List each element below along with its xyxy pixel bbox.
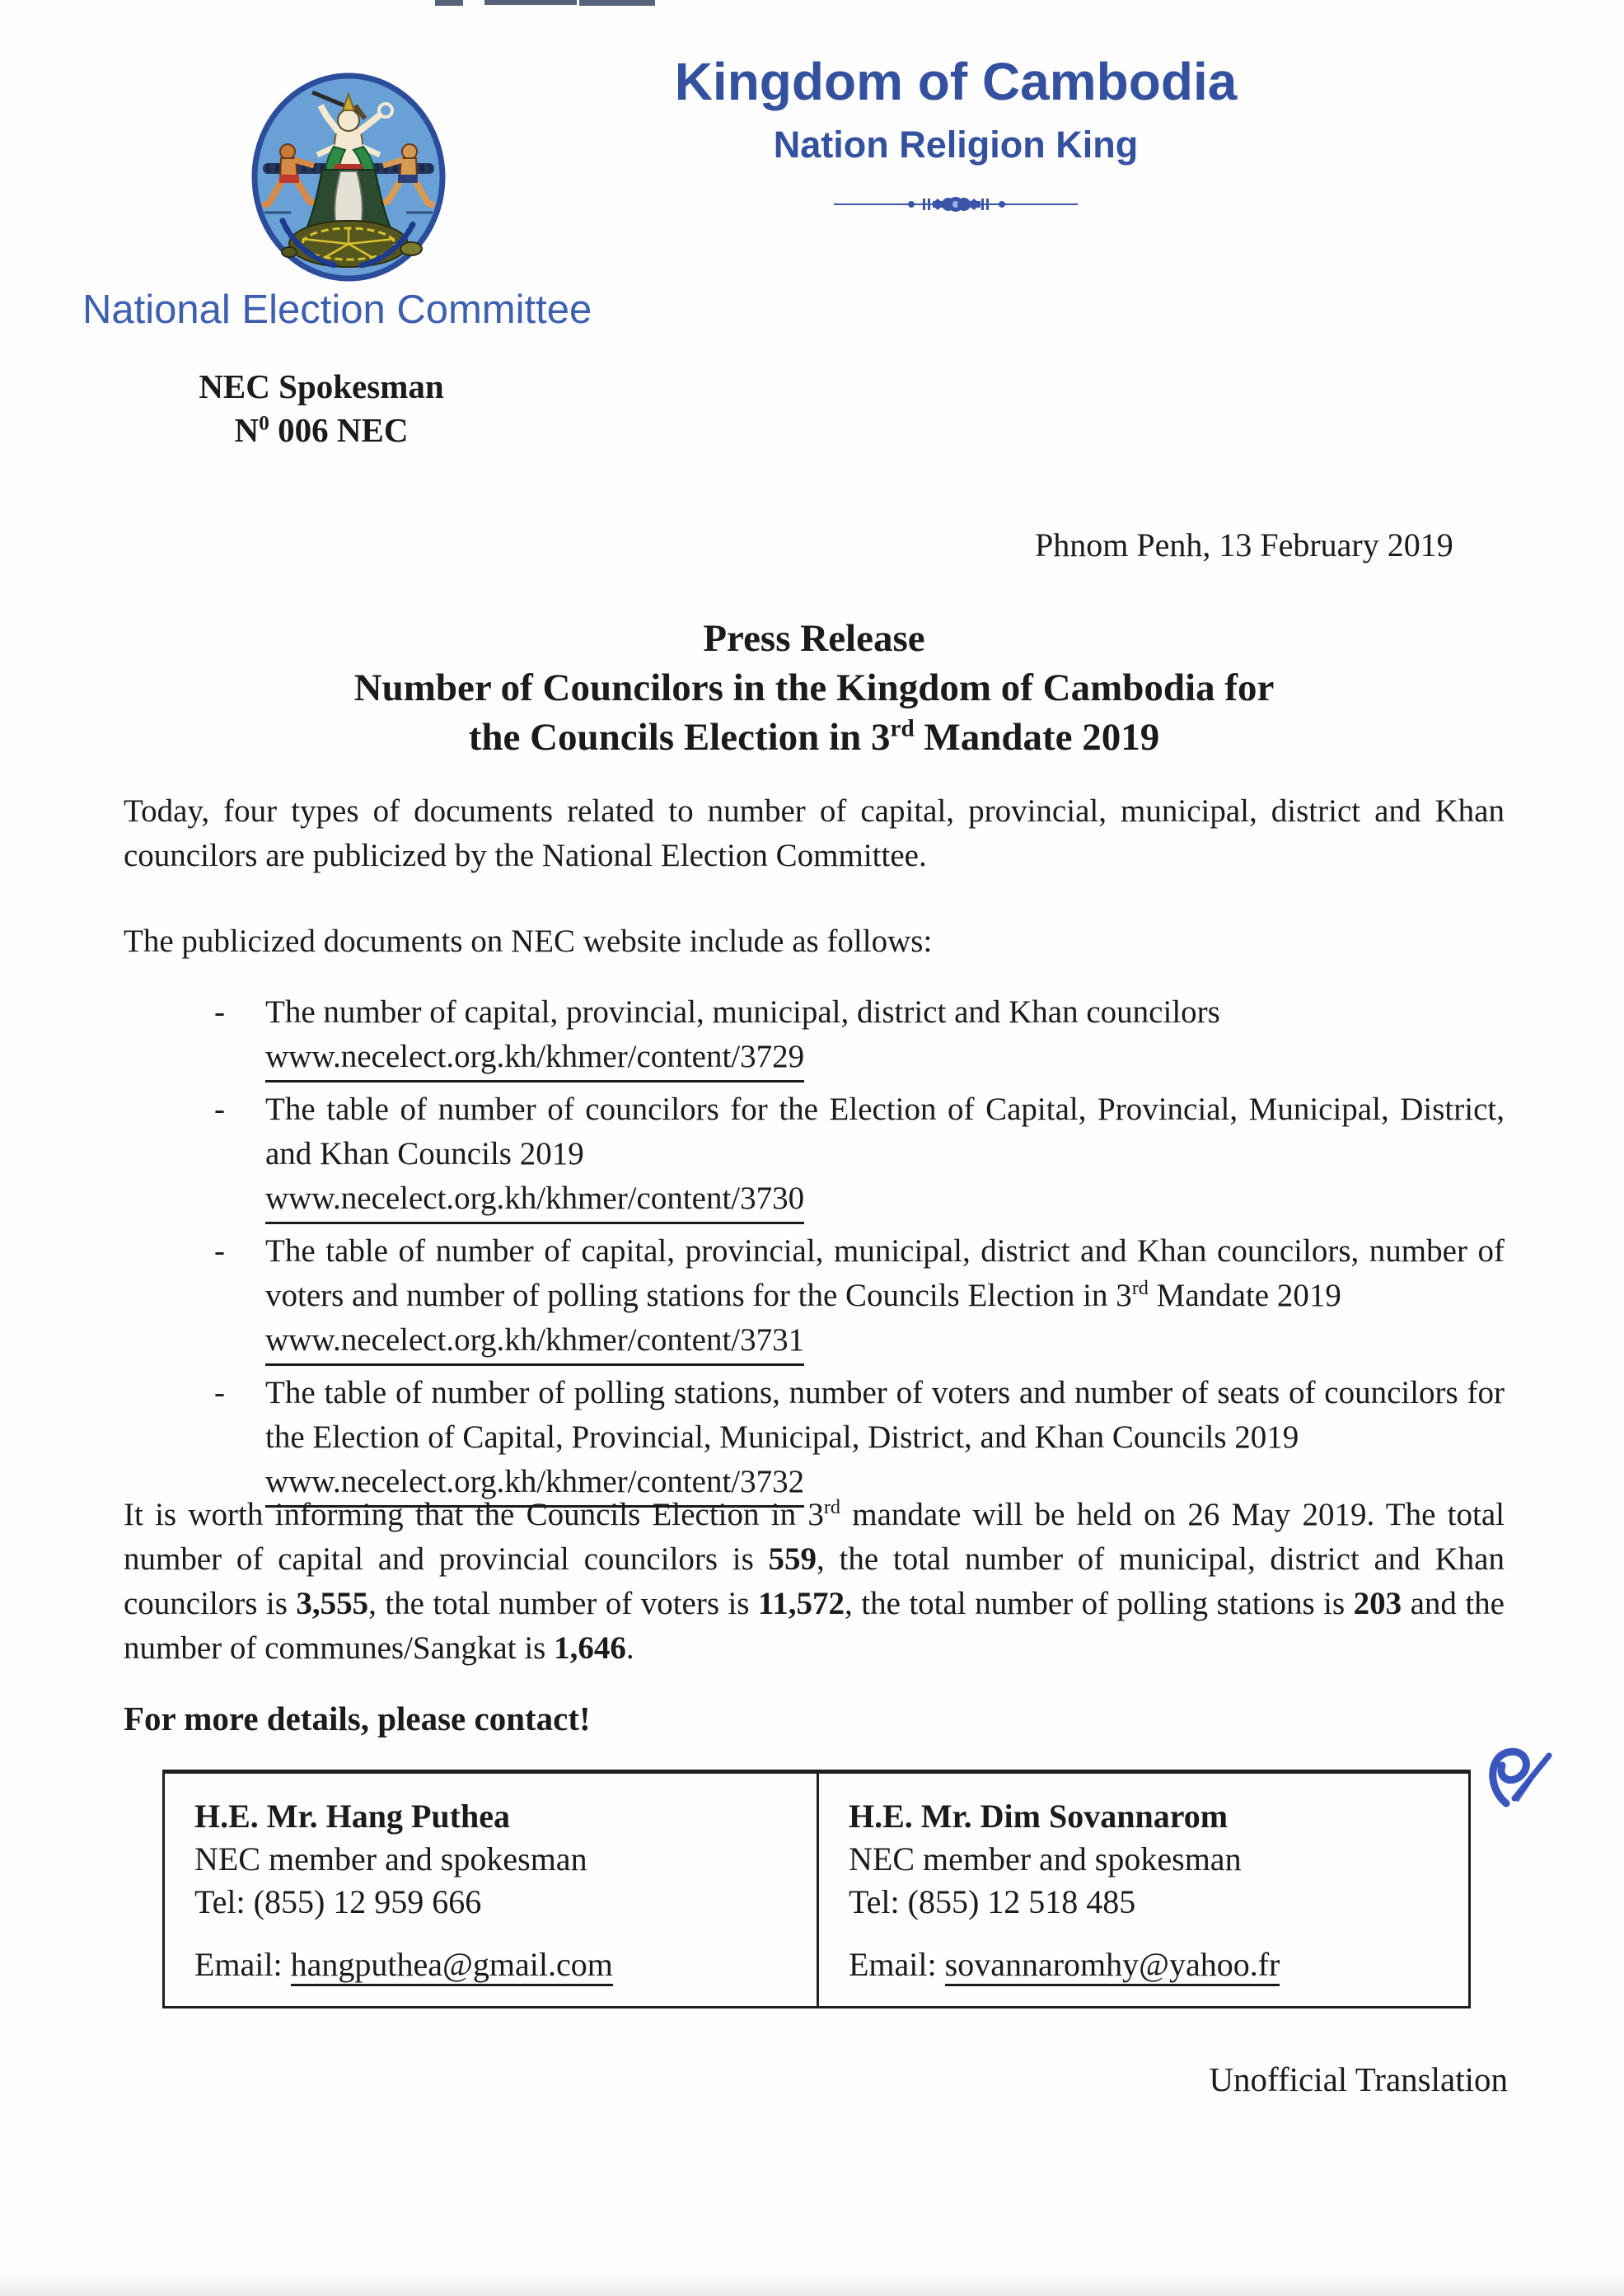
contact-cell-right — [817, 1774, 1468, 2006]
nec-emblem-icon — [250, 71, 447, 283]
list-dash: - — [214, 1092, 225, 1127]
spokesman-line1: NEC Spokesman — [199, 367, 444, 405]
list-item — [214, 1087, 1505, 1224]
document-link[interactable]: www.necelect.org.kh/khmer/content/3731 — [265, 1318, 804, 1366]
document-list — [214, 990, 1505, 1513]
summary-paragraph: It is worth informing that the Councils Election in 3rd mandate will be held on 26 May 2019. The total number of capital and provincial councilors is 559, the total number of municipal, district and Khan councilors is 3,555, the total number of voters is 11,572, the total number of polling stations is 203 and the number of communes/Sangkat is 1,646. — [124, 1496, 1505, 1666]
document-title — [124, 614, 1505, 762]
blue-pen-initial-icon — [1481, 1734, 1561, 1820]
list-item — [214, 990, 1505, 1083]
committee-name: National Election Committee — [82, 288, 592, 332]
intro-paragraph: Today, four types of documents related to number of capital, provincial, municipal, district and Khan councilors are publicized by the National Election Committee. — [124, 793, 1505, 873]
scan-artifact — [579, 0, 655, 6]
contact-name: H.E. Mr. Dim Sovannarom — [849, 1798, 1229, 1835]
motto: Nation Religion King — [773, 124, 1139, 166]
list-dash: - — [214, 1233, 225, 1269]
spokesman-number: $N^0$ 006 NEC — [234, 411, 409, 449]
title-line2: Number of Councilors in the Kingdom of Cambodia for — [353, 666, 1275, 709]
list-item-text: The table of number of capital, provincial, municipal, district and Khan councilors, number of voters and number of polling stations for the Councils Election in 3rd Mandate 2019 — [265, 1233, 1505, 1313]
list-dash: - — [214, 1375, 225, 1410]
document-link[interactable]: www.necelect.org.kh/khmer/content/3729 — [265, 1035, 804, 1083]
contact-role: NEC member and spokesman — [849, 1840, 1242, 1877]
spokesman-block — [185, 365, 457, 452]
document-link[interactable]: www.necelect.org.kh/khmer/content/3732 — [265, 1460, 804, 1508]
ornamental-rule-icon — [589, 194, 1322, 218]
header-block — [589, 51, 1322, 218]
scan-edge-shade — [0, 2271, 1624, 2296]
list-item-text: The table of number of councilors for the Election of Capital, Provincial, Municipal, District, and Khan Councils 2019 — [265, 1092, 1505, 1171]
contact-cell-left — [165, 1774, 817, 2006]
contact-table — [162, 1770, 1471, 2008]
date-line: Phnom Penh, 13 February 2019 — [1035, 526, 1453, 563]
email-label: Email: — [849, 1946, 945, 1983]
footer-note: Unofficial Translation — [1209, 2060, 1508, 2098]
contact-tel: Tel: (855) 12 518 485 — [849, 1883, 1136, 1920]
title-line1: Press Release — [703, 617, 925, 660]
scan-artifact — [435, 0, 463, 6]
title-line3: the Councils Election in 3rd Mandate 2019 — [468, 715, 1160, 759]
document-link[interactable]: www.necelect.org.kh/khmer/content/3730 — [265, 1176, 804, 1224]
email-link[interactable]: hangputhea@gmail.com — [291, 1946, 613, 1986]
email-label: Email: — [194, 1946, 291, 1983]
contact-heading: For more details, please contact! — [124, 1700, 591, 1737]
contact-name: H.E. Mr. Hang Puthea — [194, 1798, 510, 1835]
scan-artifact — [484, 0, 577, 5]
list-item-text: The table of number of polling stations, number of voters and number of seats of councilors for the Election of Capital, Provincial, Municipal, District, and Khan Councils 2019 — [265, 1375, 1505, 1455]
kingdom-title: Kingdom of Cambodia — [674, 52, 1238, 111]
list-item-text: The number of capital, provincial, municipal, district and Khan councilors — [265, 994, 1220, 1030]
list-item — [214, 1229, 1505, 1366]
email-link[interactable]: sovannaromhy@yahoo.fr — [945, 1946, 1280, 1986]
list-intro-paragraph: The publicized documents on NEC website include as follows: — [124, 924, 933, 959]
list-item — [214, 1371, 1505, 1508]
list-dash: - — [214, 994, 225, 1030]
contact-role: NEC member and spokesman — [194, 1840, 587, 1877]
contact-tel: Tel: (855) 12 959 666 — [194, 1883, 482, 1920]
